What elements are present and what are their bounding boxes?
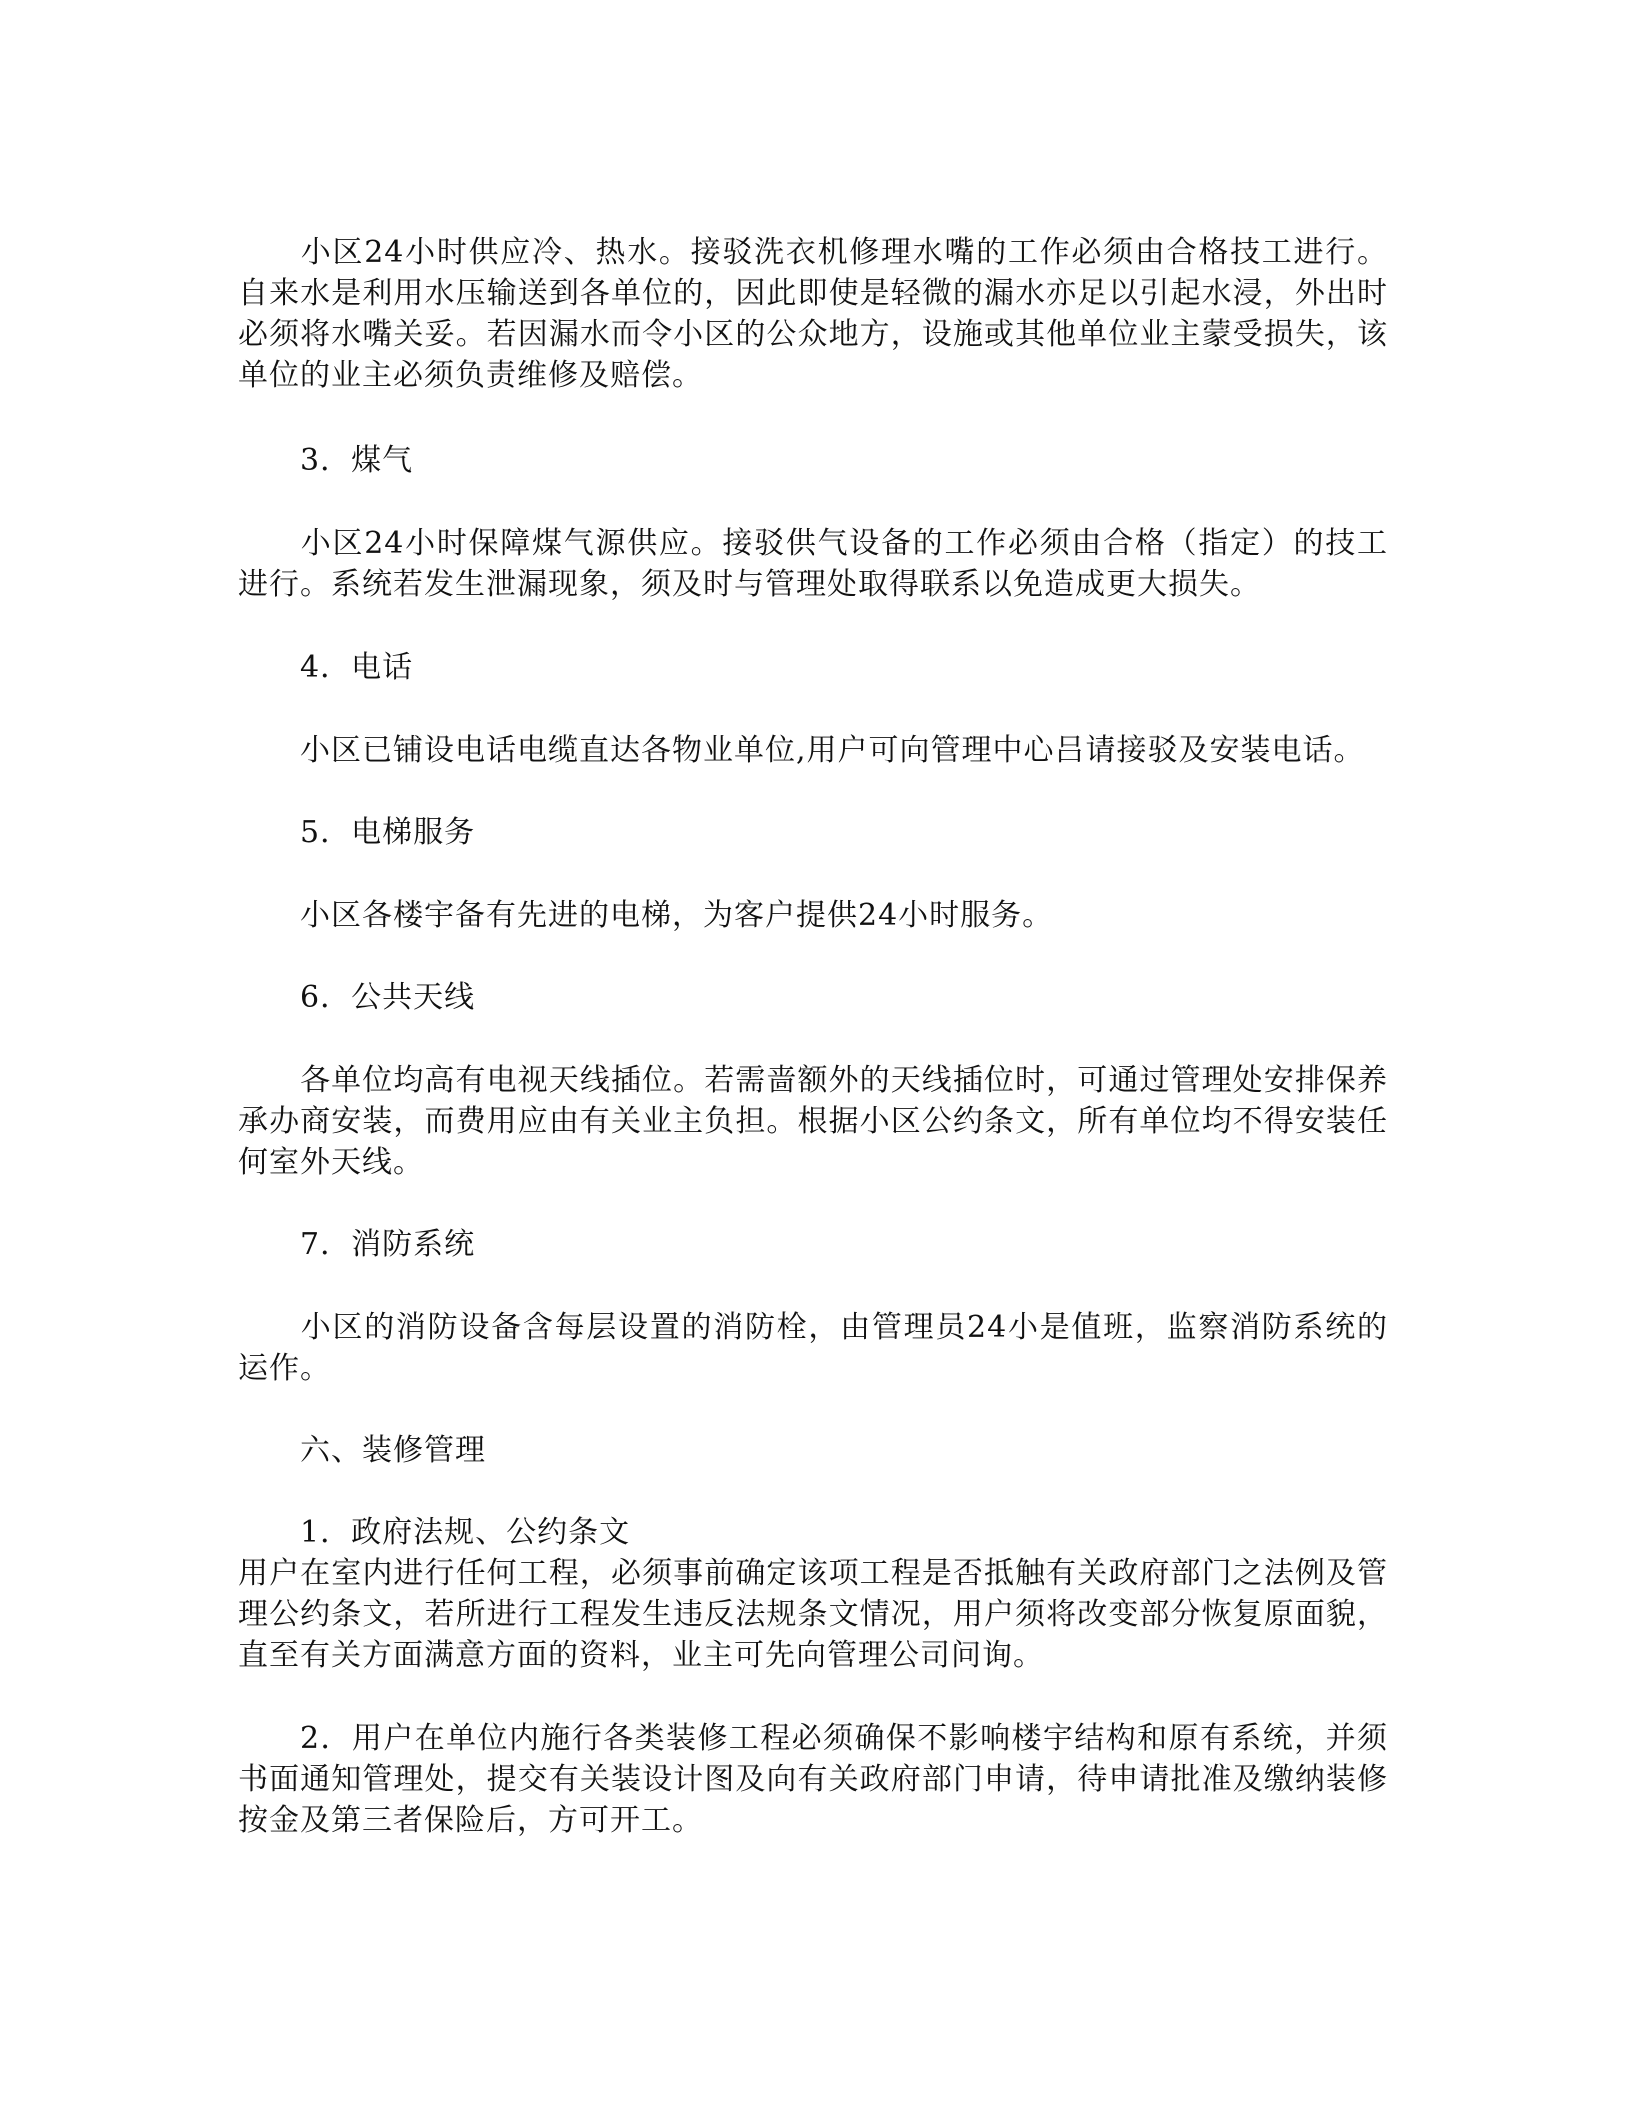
heading-fire-system: 7．消防系统: [300, 1227, 476, 1262]
paragraph-gas-text: 小区24小时保障煤气源供应。接驳供气设备的工作必须由合格（指定）的技工进行。系统若发生泄漏现象，须及时与管理处取得联系以免造成更大损失。: [238, 526, 1388, 602]
paragraph-water-supply-text: 小区24小时供应冷、热水。接驳洗衣机修理水嘴的工作必须由合格技工进行。自来水是利用水压输送到各单位的，因此即使是轻微的漏水亦足以引起水浸，外出时必须将水嘴关妥。若因漏水而令小区的公众地方，设施或其他单位业主蒙受损失，该单位的业主必须负责维修及赔偿。: [238, 235, 1388, 393]
heading-telephone: 4．电话: [300, 650, 414, 685]
paragraph-antenna-text: 各单位均高有电视天线插位。若需啬额外的天线插位时，可通过管理处安排保养承办商安装，而费用应由有关业主负担。根据小区公约条文，所有单位均不得安装任何室外天线。: [238, 1063, 1388, 1180]
paragraph-fire-system: [238, 1307, 1388, 1389]
paragraph-elevator: [238, 895, 1388, 936]
paragraph-elevator-text: 小区各楼宇备有先进的电梯，为客户提供24小时服务。: [300, 898, 1054, 933]
paragraph-renovation-works-text: 2．用户在单位内施行各类装修工程必须确保不影响楼宇结构和原有系统，并须书面通知管理处，提交有关装设计图及向有关政府部门申请，待申请批准及缴纳装修按金及第三者保险后，方可开工。: [238, 1721, 1388, 1838]
paragraph-renovation-works: [238, 1718, 1388, 1841]
paragraph-telephone-text: 小区已铺设电话电缆直达各物业单位,用户可向管理中心吕请接驳及安装电话。: [300, 733, 1365, 768]
heading-regulations: 1．政府法规、公约条文: [300, 1515, 631, 1550]
heading-elevator: 5．电梯服务: [300, 815, 476, 850]
heading-gas: 3．煤气: [300, 443, 414, 478]
paragraph-antenna: [238, 1060, 1388, 1183]
paragraph-gas: [238, 523, 1388, 605]
heading-antenna: 6．公共天线: [300, 980, 476, 1015]
paragraph-telephone: [238, 730, 1388, 771]
paragraph-water-supply: [238, 232, 1388, 396]
paragraph-fire-system-text: 小区的消防设备含每层设置的消防栓，由管理员24小是值班，监察消防系统的运作。: [238, 1310, 1388, 1386]
heading-renovation: 六、装修管理: [300, 1433, 486, 1468]
paragraph-regulations: 用户在室内进行任何工程，必须事前确定该项工程是否抵触有关政府部门之法例及管理公约条文，若所进行工程发生违反法规条文情况，用户须将改变部分恢复原面貌，直至有关方面满意方面的资料，业主可先向管理公司问询。: [238, 1556, 1388, 1673]
